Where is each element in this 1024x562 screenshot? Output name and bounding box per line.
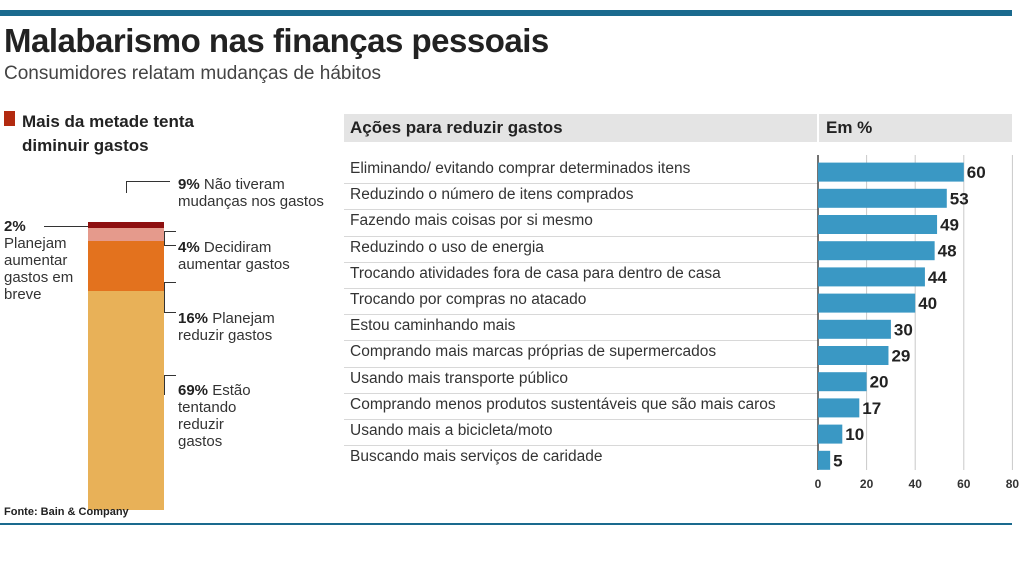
bar	[818, 320, 891, 339]
x-tick-label: 80	[1005, 477, 1020, 491]
value-label: 10	[845, 425, 865, 445]
bottom-rule	[0, 523, 1012, 525]
value-label: 60	[966, 163, 986, 183]
source-note: Fonte: Bain & Company	[4, 506, 129, 518]
value-label: 29	[891, 346, 911, 366]
value-label: 53	[949, 189, 969, 209]
value-label: 17	[862, 398, 882, 418]
category-label: Reduzindo o uso de energia	[350, 238, 544, 256]
bar	[818, 163, 964, 182]
value-label: 49	[940, 215, 959, 235]
bar	[818, 215, 937, 234]
left-panel-heading: Mais da metade tenta diminuir gastos	[22, 112, 194, 155]
bar	[818, 267, 925, 286]
category-label: Reduzindo o número de itens comprados	[350, 186, 634, 204]
value-label: 44	[927, 267, 947, 287]
bar	[818, 189, 947, 208]
bar	[818, 346, 888, 365]
category-label: Eliminando/ evitando comprar determinados itens	[350, 160, 691, 177]
value-label: 30	[893, 320, 913, 340]
category-label: Comprando mais marcas próprias de supermercados	[350, 343, 717, 361]
page-subtitle: Consumidores relatam mudanças de hábitos	[4, 63, 382, 84]
x-tick-label: 20	[859, 477, 874, 491]
column-label-percent: Em %	[826, 118, 873, 137]
bar	[818, 372, 867, 391]
bar	[818, 241, 935, 260]
category-label: Trocando por compras no atacado	[350, 291, 587, 308]
category-label: Estou caminhando mais	[350, 317, 516, 335]
x-tick-label: 40	[908, 477, 922, 491]
value-label: 40	[918, 294, 938, 314]
value-label: 20	[869, 372, 889, 392]
bar	[818, 398, 859, 417]
bar	[818, 425, 842, 444]
page-title: Malabarismo nas finanças pessoais	[4, 22, 549, 59]
annotation-plan-increase: 2% Planejam aumentar gastos em breve	[4, 218, 74, 303]
bar	[818, 294, 915, 313]
category-label: Trocando atividades fora de casa para dentro de casa	[350, 264, 721, 282]
category-label: Comprando menos produtos sustentáveis que são mais caros	[350, 395, 776, 413]
category-label: Buscando mais serviços de caridade	[350, 448, 603, 466]
annotation-trying-reduce: 69% Estão tentando reduzir gastos	[178, 382, 251, 450]
value-label: 48	[937, 241, 957, 261]
category-label: Usando mais transporte público	[350, 369, 568, 387]
annotation-no-change: 9% Não tiveram mudanças nos gastos	[178, 176, 324, 210]
bar	[818, 451, 830, 470]
x-tick-label: 60	[957, 477, 971, 491]
annotation-decided-increase: 4% Decidiram aumentar gastos	[178, 239, 290, 273]
category-label: Usando mais a bicicleta/moto	[350, 422, 553, 439]
value-label: 5	[833, 451, 843, 471]
category-label: Fazendo mais coisas por si mesmo	[350, 212, 593, 230]
column-label-actions: Ações para reduzir gastos	[350, 118, 563, 137]
x-tick-label: 0	[814, 477, 822, 491]
annotation-plan-reduce: 16% Planejam reduzir gastos	[178, 310, 275, 344]
